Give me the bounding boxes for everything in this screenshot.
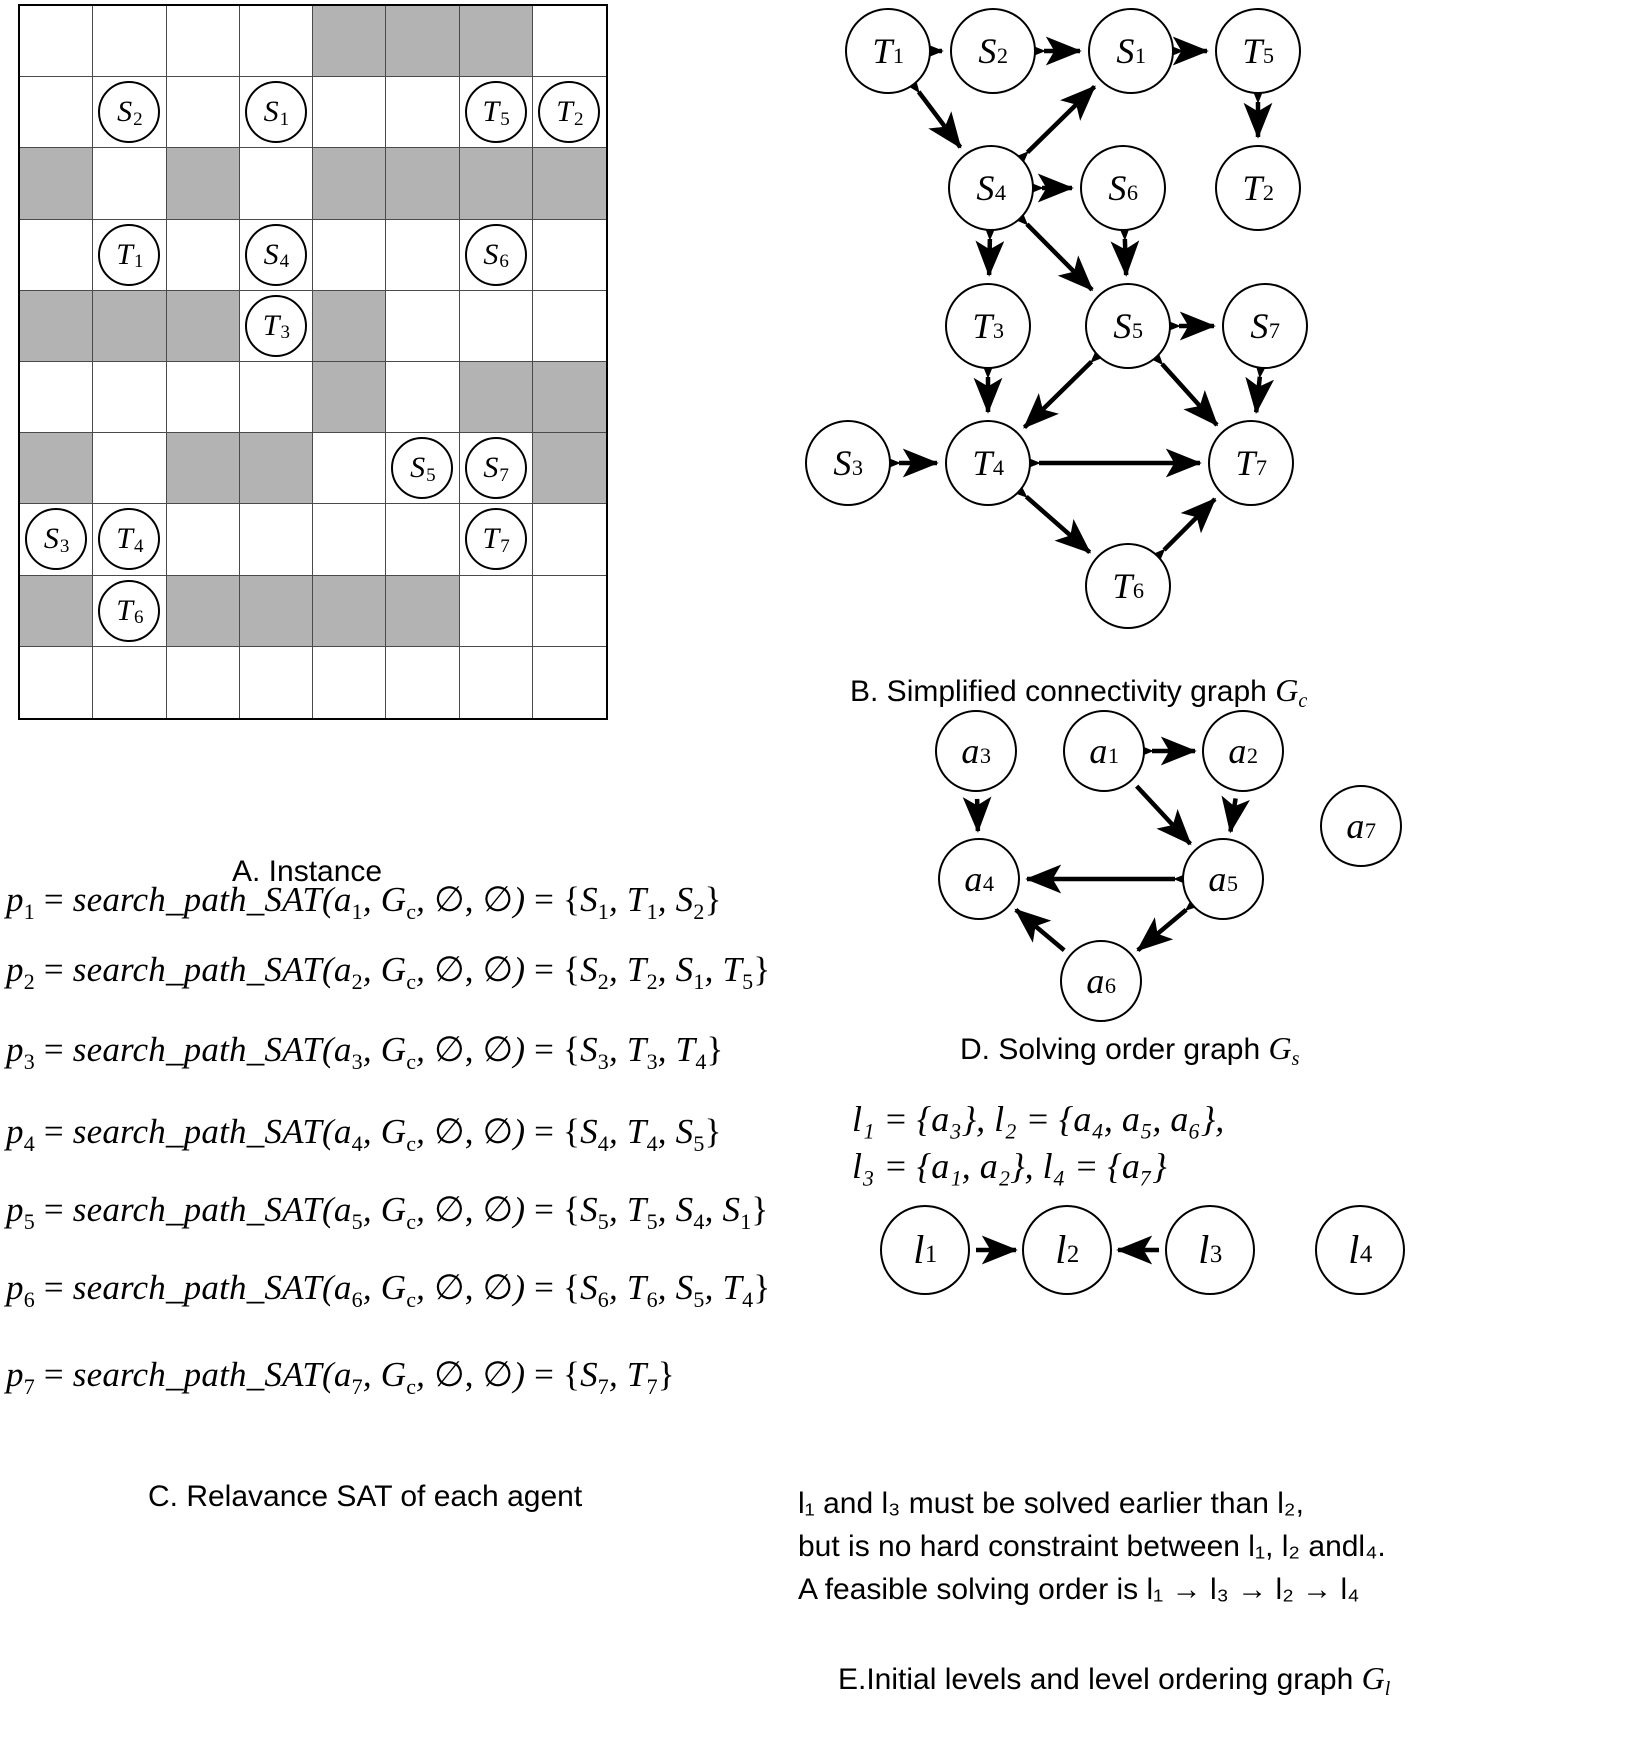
panel-e-note-line-3: A feasible solving order is l₁ → l₃ → l₂ → l₄ — [798, 1573, 1360, 1606]
cgraph-node-T5: T 5 — [1215, 8, 1301, 94]
sgraph-node-a6: a 6 — [1060, 940, 1142, 1022]
relevance-sat-equation-6: $p_6$ = $search\_path\_SAT(a_6$, $G_c$, ∅, ∅) = {$S_6$, $T_6$, $S_5$, $T_4$} — [6, 1268, 771, 1312]
relevance-sat-equation-2: $p_2$ = $search\_path\_SAT(a_2$, $G_c$, ∅, ∅) = {$S_2$, $T_2$, $S_1$, $T_5$} — [6, 950, 771, 994]
cgraph-node-S5: S 5 — [1085, 283, 1171, 369]
grid-token-s7: S 7 — [465, 437, 527, 499]
cgraph-node-S2: S 2 — [950, 8, 1036, 94]
cgraph-node-T1: T 1 — [845, 8, 931, 94]
panel-b-caption-symbol: Gc — [1275, 672, 1308, 712]
cgraph-node-S7: S 7 — [1222, 283, 1308, 369]
sgraph-node-a7: a 7 — [1320, 785, 1402, 867]
grid-token-s6: S 6 — [465, 224, 527, 286]
grid-token-t5: T 5 — [465, 81, 527, 143]
cgraph-node-T7: T 7 — [1208, 420, 1294, 506]
grid-token-s3: S 3 — [25, 508, 87, 570]
cgraph-node-S1: S 1 — [1088, 8, 1174, 94]
grid-token-t2: T 2 — [538, 81, 600, 143]
panel-d-caption-symbol: Gs — [1268, 1030, 1300, 1070]
sgraph-node-a5: a 5 — [1182, 838, 1264, 920]
cgraph-node-S4: S 4 — [948, 145, 1034, 231]
panel-a-caption: A. Instance — [232, 855, 383, 888]
lgraph-node-l1: l 1 — [880, 1205, 970, 1295]
lgraph-node-l4: l 4 — [1315, 1205, 1405, 1295]
grid-token-t6: T 6 — [98, 580, 160, 642]
grid-token-t3: T 3 — [245, 295, 307, 357]
cgraph-node-S6: S 6 — [1080, 145, 1166, 231]
grid-token-t4: T 4 — [98, 508, 160, 570]
relevance-sat-equation-3: $p_3$ = $search\_path\_SAT(a_3$, $G_c$, ∅, ∅) = {$S_3$, $T_3$, $T_4$} — [6, 1030, 724, 1074]
cgraph-node-T3: T 3 — [945, 283, 1031, 369]
level-definitions-line-2: l₃ = {a₁, a₂}, l₄ = {a₇} — [852, 1146, 1167, 1186]
relevance-sat-equation-1: $p_1$ = $search\_path\_SAT(a_1$, $G_c$, ∅, ∅) = {$S_1$, $T_1$, $S_2$} — [6, 880, 722, 924]
grid-token-s5: S 5 — [391, 437, 453, 499]
grid-token-t7: T 7 — [465, 508, 527, 570]
lgraph-node-l3: l 3 — [1165, 1205, 1255, 1295]
panel-b-caption-text: B. Simplified connectivity graph — [850, 675, 1276, 708]
panel-e-caption — [838, 1660, 1391, 1700]
panel-e-caption-symbol: Gl — [1361, 1660, 1391, 1700]
sgraph-node-a1: a 1 — [1063, 710, 1145, 792]
sgraph-node-a3: a 3 — [935, 710, 1017, 792]
cgraph-node-T4: T 4 — [945, 420, 1031, 506]
grid-token-s2: S 2 — [98, 81, 160, 143]
sgraph-node-a4: a 4 — [938, 838, 1020, 920]
panel-e-caption-text: E.Initial levels and level ordering graph — [838, 1663, 1362, 1696]
grid-token-s1: S 1 — [245, 81, 307, 143]
panel-c-caption: C. Relavance SAT of each agent — [148, 1480, 583, 1513]
lgraph-node-l2: l 2 — [1022, 1205, 1112, 1295]
grid-token-t1: T 1 — [98, 224, 160, 286]
panel-d-caption-text: D. Solving order graph — [960, 1033, 1269, 1066]
relevance-sat-equation-5: $p_5$ = $search\_path\_SAT(a_5$, $G_c$, ∅, ∅) = {$S_5$, $T_5$, $S_4$, $S_1$} — [6, 1190, 769, 1234]
relevance-sat-equation-7: $p_7$ = $search\_path\_SAT(a_7$, $G_c$, ∅, ∅) = {$S_7$, $T_7$} — [6, 1355, 675, 1399]
panel-e-note-line-2: but is no hard constraint between l₁, l₂ andl₄. — [798, 1530, 1386, 1563]
panel-e-note-line-1: l₁ and l₃ must be solved earlier than l₂, — [798, 1487, 1304, 1520]
level-definitions-line-1: l₁ = {a₃}, l₂ = {a₄, a₅, a₆}, — [852, 1099, 1225, 1139]
relevance-sat-equation-4: $p_4$ = $search\_path\_SAT(a_4$, $G_c$, ∅, ∅) = {$S_4$, $T_4$, $S_5$} — [6, 1112, 722, 1156]
cgraph-node-T6: T 6 — [1085, 543, 1171, 629]
cgraph-node-S3: S 3 — [805, 420, 891, 506]
sgraph-node-a2: a 2 — [1202, 710, 1284, 792]
grid-token-s4: S 4 — [245, 224, 307, 286]
cgraph-node-T2: T 2 — [1215, 145, 1301, 231]
